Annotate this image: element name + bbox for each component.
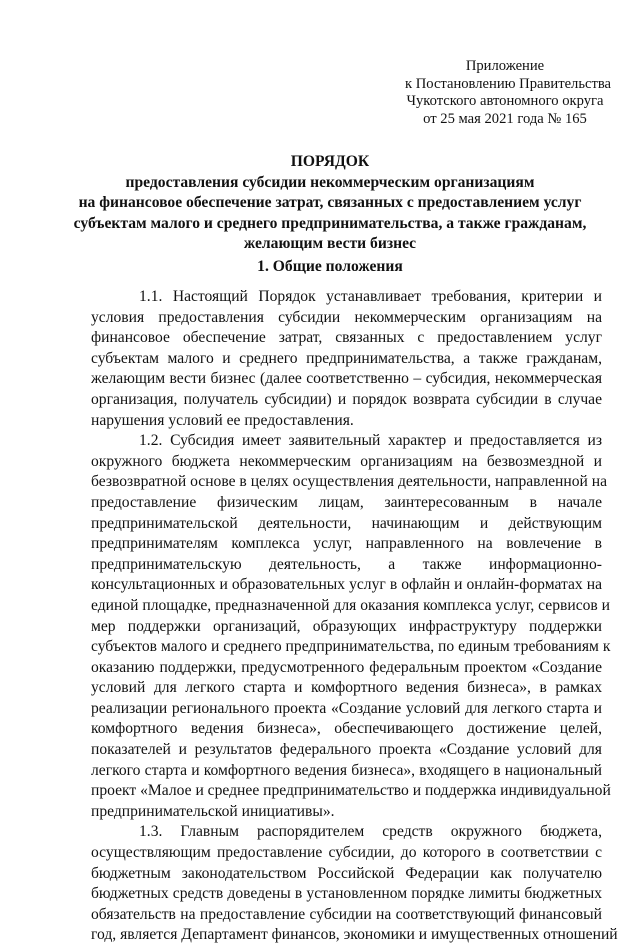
paragraph-line: оказанию поддержки, предусмотренного федеральным проектом «Создание bbox=[91, 658, 602, 676]
paragraph-line: год, является Департамент финансов, экономики и имущественных отношений bbox=[91, 926, 618, 944]
title-line: субъектам малого и среднего предпринимательства, а также гражданам, bbox=[73, 214, 587, 232]
appendix-line: от 25 мая 2021 года № 165 bbox=[423, 110, 587, 127]
paragraph-line: окружного бюджета некоммерческим организациям на безвозмездной и bbox=[91, 452, 602, 470]
paragraph-line: финансовое обеспечение затрат, связанных с предоставлением услуг bbox=[91, 329, 602, 347]
paragraph-line: субъектам малого и среднего предпринимательства, а также гражданам, bbox=[91, 349, 602, 367]
paragraph-line: комфортного ведения бизнеса», обеспечивающего достижение целей, bbox=[91, 720, 602, 738]
paragraph-line: предпринимательской деятельности, начинающим и действующим bbox=[91, 514, 602, 532]
paragraph-line: 1.1. Настоящий Порядок устанавливает требования, критерии и bbox=[139, 288, 602, 305]
appendix-block bbox=[405, 58, 612, 128]
paragraph-1-3 bbox=[91, 822, 618, 946]
paragraph-line: 1.2. Субсидия имеет заявительный характер и предоставляется из bbox=[139, 432, 602, 450]
paragraph-line: желающим вести бизнес (далее соответственно – субсидия, некоммерческая bbox=[91, 370, 602, 388]
paragraph-line: единой площадке, предназначенной для оказания комплекса услуг, сервисов и bbox=[91, 596, 611, 614]
paragraph-line: условия предоставления субсидии некоммерческим организациям на bbox=[91, 308, 602, 326]
paragraph-line: проект «Малое и среднее предпринимательство и поддержка индивидуальной bbox=[91, 782, 611, 800]
appendix-line: Чукотского автономного округа bbox=[406, 93, 604, 110]
title-line: предоставления субсидии некоммерческим организациям bbox=[125, 173, 535, 191]
appendix-line: Приложение bbox=[465, 58, 545, 74]
document-title bbox=[60, 152, 600, 255]
paragraph-line: 1.3. Главным распорядителем средств окружного бюджета, bbox=[139, 823, 602, 841]
paragraph-line: предпринимательскую деятельность, а также информационно- bbox=[91, 555, 602, 573]
paragraph-line: обязательств на предоставление субсидии на соответствующий финансовый bbox=[91, 905, 602, 923]
paragraph-line: предпринимательской инициативы». bbox=[91, 802, 335, 820]
paragraph-1-2 bbox=[91, 431, 611, 822]
paragraph-line: консультационных и образовательных услуг в офлайн и онлайн-форматах на bbox=[91, 576, 602, 594]
paragraph-line: условий для легкого старта и комфортного ведения бизнеса», в рамках bbox=[91, 679, 602, 697]
title-line: на финансовое обеспечение затрат, связанных с предоставлением услуг bbox=[78, 194, 582, 211]
paragraph-line: осуществляющим предоставление субсидии, до которого в соответствии с bbox=[91, 844, 602, 862]
paragraph-line: организация, получатель субсидии) и порядок возврата субсидии в случае bbox=[91, 390, 602, 408]
paragraph-line: нарушения условий ее предоставления. bbox=[91, 411, 354, 429]
appendix-line: к Постановлению Правительства bbox=[405, 75, 612, 92]
title-heading: ПОРЯДОК bbox=[290, 153, 370, 170]
paragraph-line: реализации регионального проекта «Создание условий для легкого старта и bbox=[91, 699, 602, 717]
paragraph-line: бюджетным законодательством Российской Федерации как получателю bbox=[91, 864, 602, 882]
paragraph-line: субъектов малого и среднего предпринимательства, по единым требованиям к bbox=[91, 638, 611, 656]
paragraph-line: показателей и результатов федерального проекта «Создание условий для bbox=[91, 741, 602, 759]
paragraph-line: бюджетных средств доведены в установленном порядке лимиты бюджетных bbox=[91, 885, 602, 903]
paragraph-line: безвозвратной основе в целях осуществления деятельности, направленной на bbox=[91, 473, 608, 491]
paragraph-line: предоставление физическим лицам, заинтересованным в начале bbox=[91, 493, 602, 511]
paragraph-1-1 bbox=[91, 287, 602, 431]
section-heading: 1. Общие положения bbox=[257, 258, 403, 275]
paragraph-line: легкого старта и комфортного ведения бизнеса», входящего в национальный bbox=[91, 761, 602, 779]
title-line: желающим вести бизнес bbox=[243, 235, 417, 252]
paragraph-line: мер поддержки организаций, образующих инфраструктуру поддержки bbox=[91, 617, 602, 635]
document-body bbox=[91, 287, 618, 946]
paragraph-line: предпринимателям комплекса услуг, направленного на вовлечение в bbox=[91, 535, 602, 553]
